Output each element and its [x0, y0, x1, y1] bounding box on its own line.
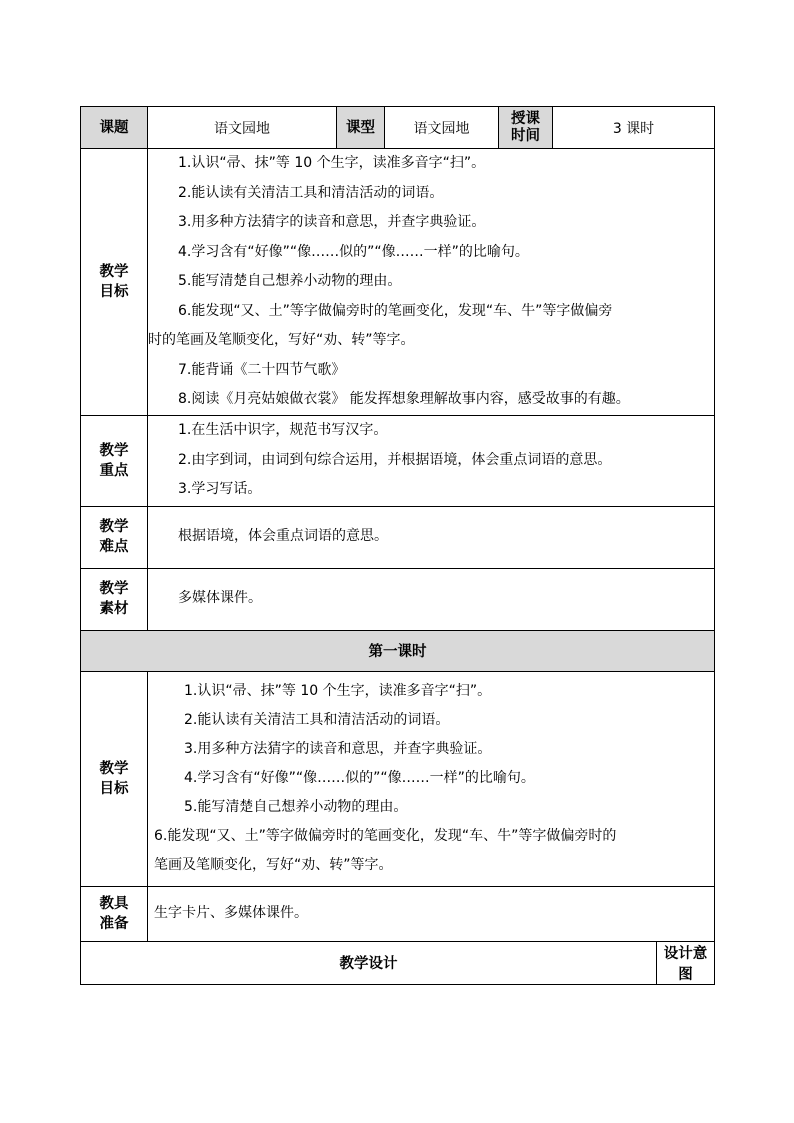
goal-item: 4.学习含有“好像”“像……似的”“像……一样”的比喻句。: [178, 243, 529, 260]
goals-content: [148, 149, 715, 416]
goals2-content: [148, 671, 715, 886]
time-label: 授课时间: [499, 107, 553, 149]
goal2-item: 6.能发现“又、土”等字做偏旁时的笔画变化，发现“车、牛”等字做偏旁时的: [154, 828, 617, 844]
footer-row: [81, 941, 715, 984]
intent-heading: 设计意图: [657, 941, 715, 984]
key-point-item: 2.由字到词，由词到句综合运用，并根据语境，体会重点词语的意思。: [178, 451, 612, 468]
design-heading: 教学设计: [81, 941, 657, 984]
goal2-item: 2.能认读有关清洁工具和清洁活动的词语。: [184, 712, 450, 728]
goal2-item: 5.能写清楚自己想养小动物的理由。: [184, 799, 408, 815]
key-points-label: 教学重点: [81, 415, 148, 506]
tools-label: 教具准备: [81, 886, 148, 941]
topic-label: 课题: [81, 107, 148, 149]
section-title: 第一课时: [81, 630, 715, 671]
goals2-row: [81, 671, 715, 886]
goal-item: 3.用多种方法猜字的读音和意思，并查字典验证。: [178, 214, 486, 230]
goal2-item: 4.学习含有“好像”“像……似的”“像……一样”的比喻句。: [184, 770, 535, 786]
goal-item: 8.阅读《月亮姑娘做衣裳》 能发挥想象理解故事内容，感受故事的有趣。: [178, 391, 630, 407]
difficulty-content: [148, 506, 715, 568]
tools-row: [81, 886, 715, 941]
goals-row: [81, 149, 715, 416]
difficulty-text: 根据语境，体会重点词语的意思。: [178, 528, 388, 545]
type-value: 语文园地: [385, 107, 499, 149]
materials-row: [81, 568, 715, 630]
goal-item: 7.能背诵《二十四节气歌》: [178, 361, 346, 378]
time-value: 3 课时: [553, 107, 715, 149]
section-row: [81, 630, 715, 671]
goals2-label: 教学目标: [81, 671, 148, 886]
goal-item: 5.能写清楚自己想养小动物的理由。: [178, 273, 402, 289]
materials-label: 教学素材: [81, 568, 148, 630]
lesson-plan-table: [80, 106, 715, 985]
difficulty-label: 教学难点: [81, 506, 148, 568]
header-row: [81, 107, 715, 149]
key-point-item: 3.学习写话。: [178, 481, 262, 498]
topic-value: 语文园地: [148, 107, 337, 149]
goal-item: 2.能认读有关清洁工具和清洁活动的词语。: [178, 184, 444, 201]
goal-item: 6.能发现“又、土”等字做偏旁时的笔画变化，发现“车、牛”等字做偏旁: [178, 302, 613, 319]
tools-text: 生字卡片、多媒体课件。: [154, 904, 308, 921]
goal-item: 1.认识“帚、抹”等 10 个生字，读准多音字“扫”。: [178, 155, 486, 171]
goal2-item: 笔画及笔顺变化，写好“劝、转”等字。: [154, 857, 393, 873]
goal2-item: 3.用多种方法猜字的读音和意思，并查字典验证。: [184, 741, 492, 757]
difficulty-row: [81, 506, 715, 568]
type-label: 课型: [337, 107, 385, 149]
materials-text: 多媒体课件。: [178, 590, 262, 607]
key-points-content: [148, 415, 715, 506]
materials-content: [148, 568, 715, 630]
tools-content: [148, 886, 715, 941]
key-point-item: 1.在生活中识字，规范书写汉字。: [178, 422, 388, 439]
goal2-item: 1.认识“帚、抹”等 10 个生字，读准多音字“扫”。: [184, 683, 492, 699]
goals-label: 教学目标: [81, 149, 148, 416]
key-points-row: [81, 415, 715, 506]
goal-item: 时的笔画及笔顺变化，写好“劝、转”等字。: [148, 332, 415, 348]
